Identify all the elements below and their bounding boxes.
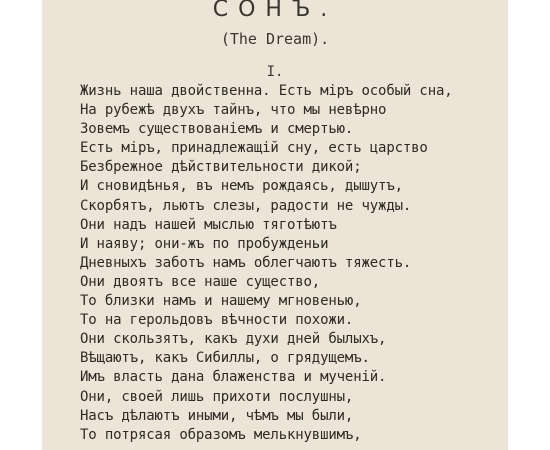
poem-line: То потрясая образомъ мелькнувшимъ, — [80, 426, 362, 443]
poem-line: И наяву; они-жъ по пробужденьи — [80, 235, 329, 252]
poem-line: Скорбятъ, льютъ слезы, радости не чужды. — [80, 197, 412, 214]
poem-line: Насъ дѣлаютъ иными, чѣмъ мы были, — [80, 407, 354, 424]
poem-line: На рубежѣ двухъ тайнъ, что мы невѣрно — [80, 102, 387, 119]
poem-line: То близки намъ и нашему мгновенью, — [80, 293, 362, 310]
poem-line: Зовемъ существованіемъ и смертью. — [80, 121, 354, 138]
poem-line: Имъ власть дана блаженства и мученій. — [80, 369, 387, 386]
poem-line: Они, своей лишь прихоти послушны, — [80, 388, 354, 405]
poem-line: Безбрежное дѣйствительности дикой; — [80, 159, 362, 176]
poem-line: Дневныхъ заботъ намъ облегчаютъ тяжесть. — [80, 254, 412, 271]
poem-line: Жизнь наша двойственна. Есть міръ особый сна, — [80, 83, 453, 99]
section-number: I. — [266, 64, 284, 80]
poem-body — [80, 82, 506, 445]
poem-subtitle: (The Dream). — [220, 30, 330, 48]
poem-line: И сновидѣнья, въ немъ рождаясь, дышутъ, — [80, 178, 403, 195]
poem-title: СОНЪ. — [212, 0, 338, 22]
poem-line: Они надъ нашей мыслью тяготѣютъ — [80, 216, 337, 233]
poem-line: То на герольдовъ вѣчности похожи. — [80, 312, 354, 329]
book-page — [42, 0, 508, 450]
poem-line: Они двоятъ все наше существо, — [80, 273, 321, 290]
poem-line: Вѣщаютъ, какъ Сибиллы, о грядущемъ. — [80, 350, 370, 367]
poem-line: Они скользятъ, какъ духи дней былыхъ, — [80, 331, 387, 348]
poem-line: Есть міръ, принадлежащій сну, есть царство — [80, 140, 428, 157]
